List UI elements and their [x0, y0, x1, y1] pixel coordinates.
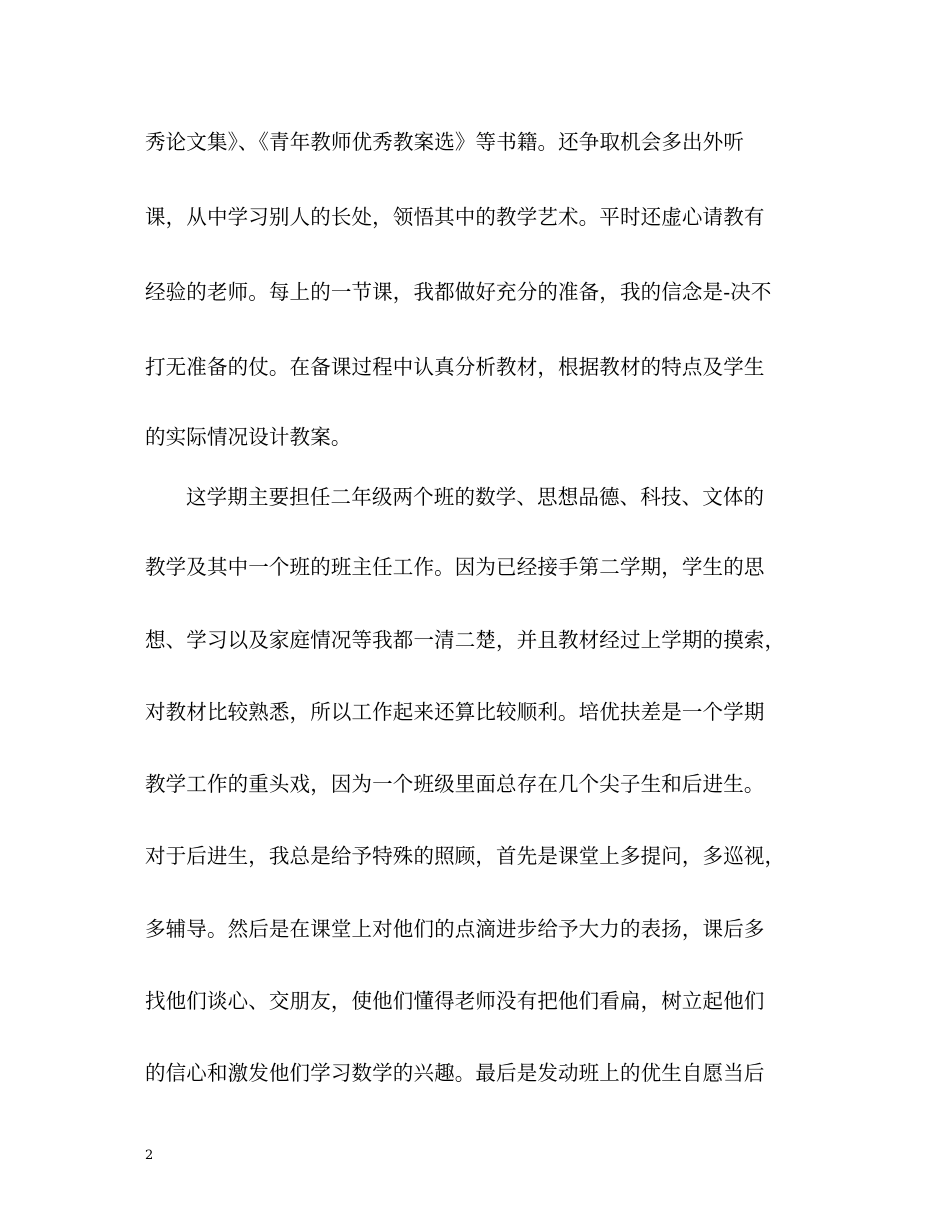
text-line: 找他们谈心、交朋友，使他们懂得老师没有把他们看扁，树立起他们: [145, 989, 765, 1013]
page-number: 2: [145, 1148, 154, 1163]
text-line: 对教材比较熟悉，所以工作起来还算比较顺利。培优扶差是一个学期: [145, 700, 765, 724]
text-line: 的实际情况设计教案。: [145, 425, 352, 449]
text-line: 秀论文集》、《青年教师优秀教案选》等书籍。还争取机会多出外听: [145, 130, 744, 154]
text-line: 教学工作的重头戏，因为一个班级里面总存在几个尖子生和后进生。: [145, 772, 765, 796]
text-line: 想、学习以及家庭情况等我都一清二楚，并且教材经过上学期的摸索，: [145, 628, 786, 652]
text-line: 多辅导。然后是在课堂上对他们的点滴进步给予大力的表扬，课后多: [145, 917, 765, 941]
text-line: 教学及其中一个班的班主任工作。因为已经接手第二学期，学生的思: [145, 555, 765, 579]
text-line: 的信心和激发他们学习数学的兴趣。最后是发动班上的优生自愿当后: [145, 1061, 765, 1085]
paragraph-first-line: 这学期主要担任二年级两个班的数学、思想品德、科技、文体的: [186, 485, 765, 509]
text-line: 对于后进生，我总是给予特殊的照顾，首先是课堂上多提问，多巡视，: [145, 844, 786, 868]
text-line: 课，从中学习别人的长处，领悟其中的教学艺术。平时还虚心请教有: [145, 205, 765, 229]
text-line: 经验的老师。每上的一节课，我都做好充分的准备，我的信念是-决不: [145, 280, 772, 304]
text-line: 打无准备的仗。在备课过程中认真分析教材，根据教材的特点及学生: [145, 355, 765, 379]
